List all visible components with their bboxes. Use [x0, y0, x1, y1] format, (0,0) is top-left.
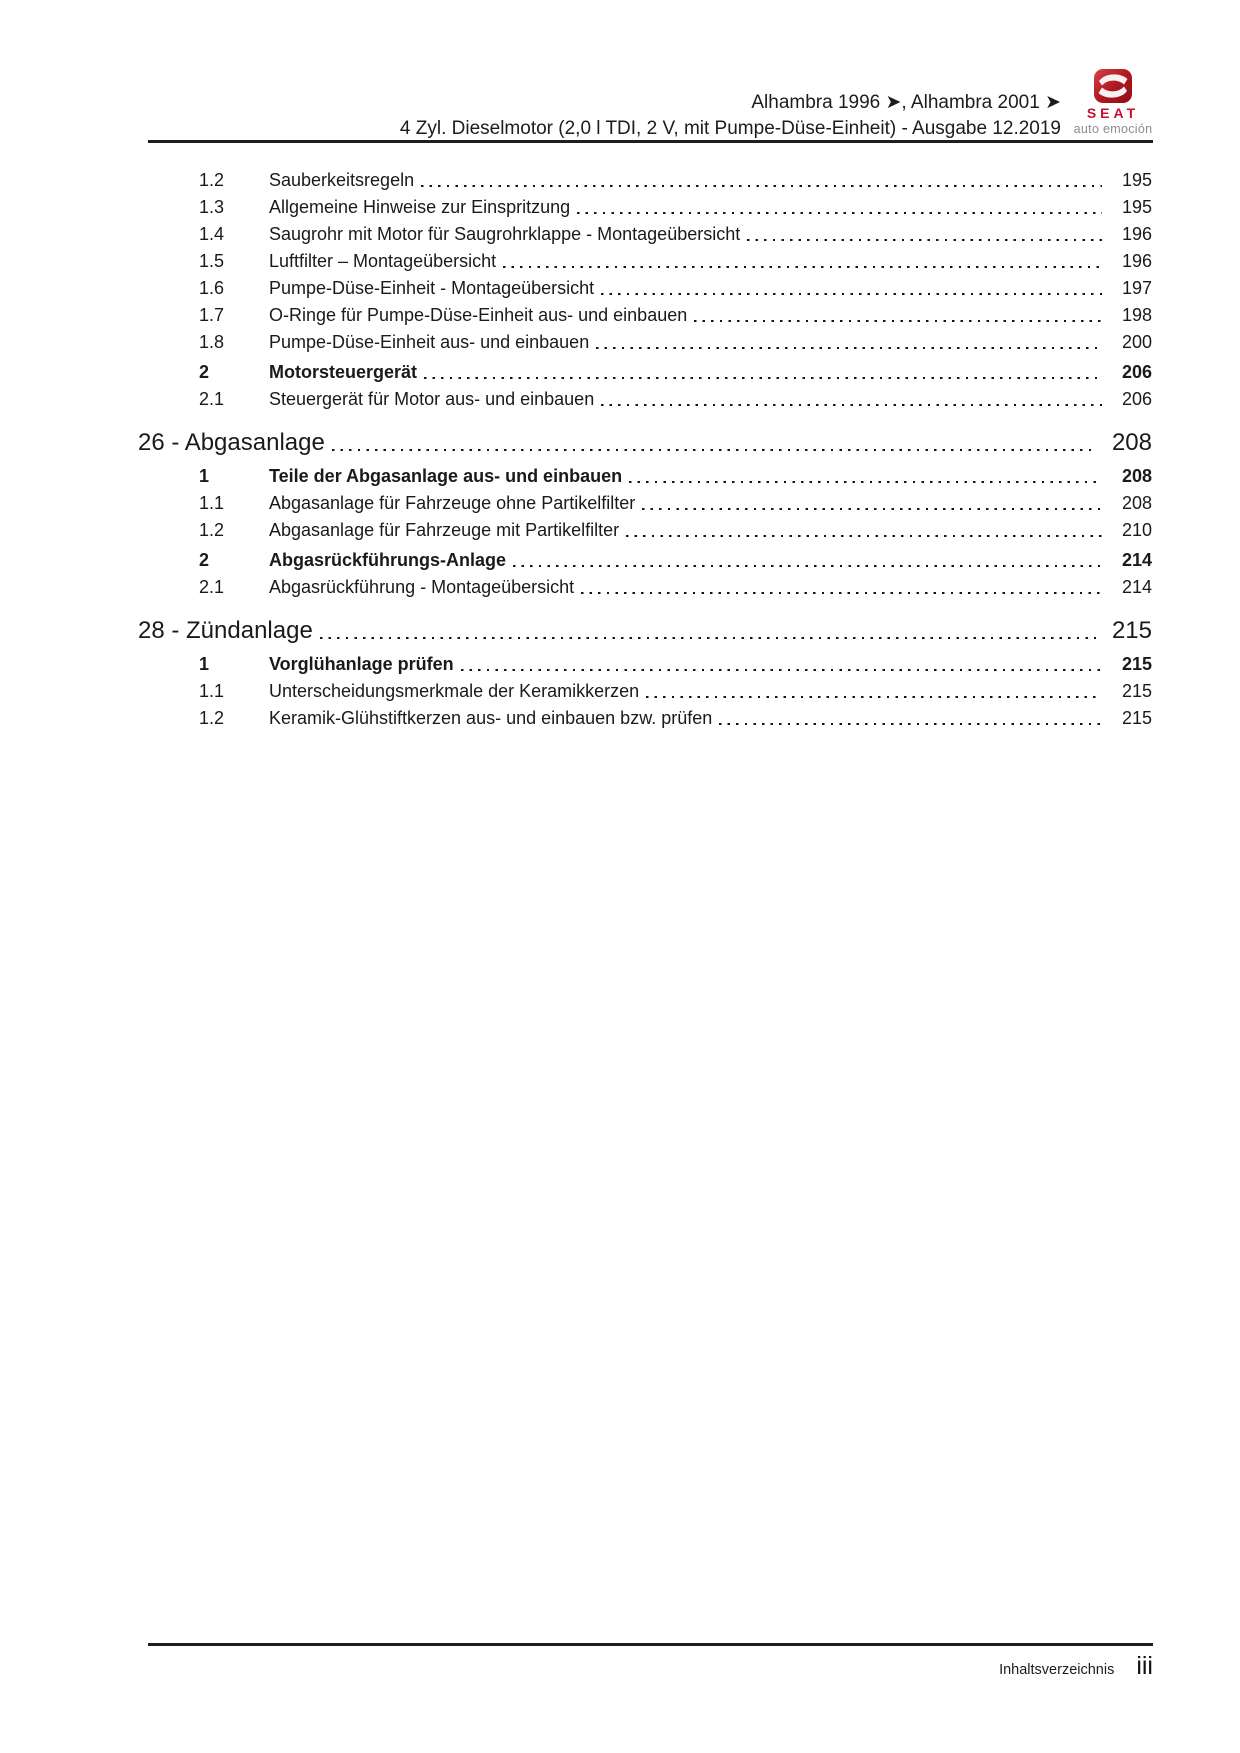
dotted-leader [313, 614, 1106, 648]
toc-entry-number: 1.8 [199, 332, 225, 352]
toc-entry-row [138, 275, 1152, 302]
toc-entry-number: 1.6 [199, 278, 225, 298]
toc-section-page: 215 [1111, 617, 1152, 644]
toc-entry-title: Abgasanlage für Fahrzeuge mit Partikelfilter [269, 520, 620, 540]
toc-entry-page: 215 [1121, 654, 1152, 674]
toc-entry-page: 197 [1121, 278, 1152, 298]
toc-section-title: 28 - Zündanlage [138, 617, 313, 644]
toc-entry-title: Motorsteuergerät [269, 362, 418, 382]
toc-entry-row [138, 463, 1152, 490]
dotted-leader [712, 705, 1112, 732]
toc-entry-title: Pumpe-Düse-Einheit aus- und einbauen [269, 332, 590, 352]
seat-s-icon [1093, 68, 1133, 104]
toc-entry-number: 1.4 [199, 224, 225, 244]
toc-entry-number: 1 [199, 654, 210, 674]
toc-entry-page: 208 [1121, 466, 1152, 486]
toc-entry-page: 206 [1121, 362, 1152, 382]
seat-tagline: auto emoción [1073, 122, 1153, 136]
toc-entry-title: Abgasrückführungs-Anlage [269, 550, 507, 570]
toc-entry-page: 195 [1121, 197, 1152, 217]
toc-section-page: 208 [1111, 429, 1152, 456]
toc-entry-page: 215 [1121, 708, 1152, 728]
header-subtitle-line: 4 Zyl. Dieselmotor (2,0 l TDI, 2 V, mit Pumpe-Düse-Einheit) - Ausgabe 12.2019 [399, 118, 1061, 139]
dotted-leader [325, 426, 1106, 460]
toc-entry-row [138, 302, 1152, 329]
seat-logo [1073, 68, 1153, 136]
toc-entry-page: 210 [1121, 520, 1152, 540]
toc-entry-row [138, 386, 1152, 413]
dotted-leader [414, 167, 1112, 194]
toc-entry-title: O-Ringe für Pumpe-Düse-Einheit aus- und einbauen [269, 305, 688, 325]
toc-entry-row [138, 705, 1152, 732]
toc-entry-title: Keramik-Glühstiftkerzen aus- und einbauen bzw. prüfen [269, 708, 713, 728]
dotted-leader [594, 275, 1112, 302]
header-title-block [400, 90, 1061, 142]
dotted-leader [574, 574, 1112, 601]
toc-entry-row [138, 329, 1152, 356]
toc-entry-row [138, 167, 1152, 194]
toc-entry-title: Abgasanlage für Fahrzeuge ohne Partikelfilter [269, 493, 636, 513]
dotted-leader [635, 490, 1112, 517]
toc-entry-page: 208 [1121, 493, 1152, 513]
toc-entry-page: 200 [1121, 332, 1152, 352]
toc-entry-number: 1.3 [199, 197, 225, 217]
dotted-leader [619, 517, 1112, 544]
dotted-leader [417, 359, 1112, 386]
toc-entry-row [138, 547, 1152, 574]
toc-entry-page: 195 [1121, 170, 1152, 190]
toc-entry-number: 1 [199, 466, 210, 486]
toc-entry-title: Pumpe-Düse-Einheit - Montageübersicht [269, 278, 595, 298]
toc-entry-title: Steuergerät für Motor aus- und einbauen [269, 389, 595, 409]
toc-entry-number: 2.1 [199, 389, 225, 409]
dotted-leader [454, 651, 1112, 678]
toc-entry-number: 1.2 [199, 520, 225, 540]
toc-entry-number: 1.1 [199, 493, 225, 513]
toc-list [138, 167, 1152, 732]
toc-entry-row [138, 678, 1152, 705]
dotted-leader [687, 302, 1112, 329]
dotted-leader [570, 194, 1112, 221]
toc-entry-number: 2 [199, 550, 210, 570]
toc-section-title: 26 - Abgasanlage [138, 429, 325, 456]
dotted-leader [496, 248, 1112, 275]
toc-entry-page: 198 [1121, 305, 1152, 325]
toc-entry-row [138, 248, 1152, 275]
toc-entry-number: 1.2 [199, 170, 225, 190]
dotted-leader [589, 329, 1112, 356]
toc-entry-row [138, 574, 1152, 601]
toc-entry-row [138, 194, 1152, 221]
toc-entry-title: Luftfilter – Montageübersicht [269, 251, 497, 271]
toc-entry-number: 1.5 [199, 251, 225, 271]
toc-entry-page: 214 [1121, 577, 1152, 597]
footer-label: Inhaltsverzeichnis [999, 1662, 1115, 1678]
toc-entry-row [138, 221, 1152, 248]
toc-entry-row [138, 651, 1152, 678]
toc-entry-page: 206 [1121, 389, 1152, 409]
seat-brand-name: SEAT [1086, 105, 1140, 121]
toc-entry-title: Abgasrückführung - Montageübersicht [269, 577, 575, 597]
toc-entry-page: 196 [1121, 224, 1152, 244]
page-footer [999, 1652, 1153, 1681]
toc-entry-number: 1.7 [199, 305, 225, 325]
toc-entry-title: Saugrohr mit Motor für Saugrohrklappe - Montageübersicht [269, 224, 741, 244]
toc-entry-title: Sauberkeitsregeln [269, 170, 415, 190]
toc-section-row [138, 614, 1152, 648]
toc-entry-page: 196 [1121, 251, 1152, 271]
toc-section-row [138, 426, 1152, 460]
dotted-leader [639, 678, 1112, 705]
toc-entry-number: 1.2 [199, 708, 225, 728]
toc-entry-title: Allgemeine Hinweise zur Einspritzung [269, 197, 571, 217]
footer-page-number: iii [1136, 1652, 1153, 1680]
toc-entry-title: Teile der Abgasanlage aus- und einbauen [269, 466, 623, 486]
toc-entry-page: 214 [1121, 550, 1152, 570]
toc-entry-number: 2.1 [199, 577, 225, 597]
dotted-leader [506, 547, 1112, 574]
toc-entry-row [138, 517, 1152, 544]
footer-rule [148, 1643, 1153, 1646]
toc-entry-number: 1.1 [199, 681, 225, 701]
toc-entry-row [138, 359, 1152, 386]
toc-entry-number: 2 [199, 362, 210, 382]
header-rule [148, 140, 1153, 143]
toc-entry-page: 215 [1121, 681, 1152, 701]
toc-entry-title: Unterscheidungsmerkmale der Keramikkerzen [269, 681, 640, 701]
toc-entry-row [138, 490, 1152, 517]
dotted-leader [594, 386, 1112, 413]
dotted-leader [740, 221, 1112, 248]
header-model-line: Alhambra 1996 ➤, Alhambra 2001 ➤ [751, 92, 1061, 113]
dotted-leader [622, 463, 1112, 490]
toc-entry-title: Vorglühanlage prüfen [269, 654, 454, 674]
